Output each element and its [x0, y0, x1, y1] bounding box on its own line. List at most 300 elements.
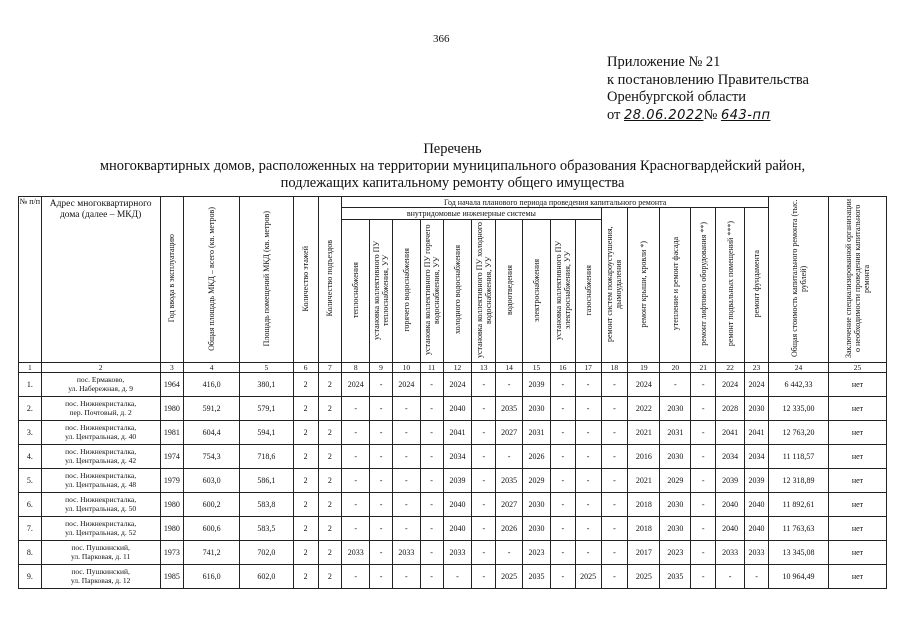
cell-cost: 13 345,08 — [769, 541, 829, 565]
title-line-3: подлежащих капитальному ремонту общего имущества — [280, 175, 625, 191]
appendix-block — [607, 54, 809, 124]
cell-hot: - — [392, 493, 420, 517]
cell-gas: - — [575, 373, 601, 397]
header-year: Год ввода в эксплуатацию — [160, 197, 184, 363]
page-number: 366 — [433, 33, 450, 45]
address-line-2: ул. Центральная, д. 48 — [65, 479, 137, 489]
cell-gas: - — [575, 421, 601, 445]
column-number-12: 12 — [443, 363, 472, 373]
cell-n: 3. — [19, 421, 42, 445]
cell-elec: 2030 — [523, 493, 551, 517]
header-hot-water-meter: установка коллективного ПУ горячего водоснабжения, УУ — [420, 220, 443, 363]
cell-hot-m: - — [420, 373, 443, 397]
cell-heat-m: - — [370, 373, 393, 397]
cell-year: 1985 — [160, 565, 184, 589]
cell-concl: нет — [828, 565, 886, 589]
column-number-11: 11 — [420, 363, 443, 373]
cell-prem: 380,1 — [240, 373, 294, 397]
cell-drain: 2025 — [496, 565, 523, 589]
cell-year: 1964 — [160, 373, 184, 397]
address-line-1: пос. Ермаково, — [76, 375, 125, 384]
cell-cost: 11 763,63 — [769, 517, 829, 541]
cell-fire: - — [601, 565, 628, 589]
cell-fire: - — [601, 469, 628, 493]
cell-address — [41, 541, 160, 565]
cell-base: 2040 — [716, 493, 745, 517]
cell-ent: 2 — [318, 517, 342, 541]
cell-year: 1974 — [160, 445, 184, 469]
column-number-23: 23 — [745, 363, 769, 373]
cell-drain: 2035 — [496, 397, 523, 421]
cell-cost: 6 442,33 — [769, 373, 829, 397]
address-line-2: ул. Парковая, д. 11 — [71, 551, 131, 561]
cell-cold: 2041 — [443, 421, 472, 445]
cell-concl: нет — [828, 517, 886, 541]
cell-floors: 2 — [293, 373, 318, 397]
cell-gas: - — [575, 493, 601, 517]
header-group-main: Год начала планового периода проведения капитального ремонта — [342, 197, 769, 208]
appendix-line-1: Приложение № 21 — [607, 54, 721, 70]
cell-hot: 2024 — [392, 373, 420, 397]
cell-heat: - — [342, 517, 370, 541]
cell-facade: 2030 — [660, 397, 691, 421]
address-line-2: ул. Центральная, д. 50 — [65, 503, 137, 513]
cell-gas: 2025 — [575, 565, 601, 589]
cell-cost: 11 892,61 — [769, 493, 829, 517]
column-number-16: 16 — [550, 363, 575, 373]
header-elevator: ремонт лифтового оборудования **) — [691, 208, 716, 363]
cell-facade: 2031 — [660, 421, 691, 445]
column-number-9: 9 — [370, 363, 393, 373]
cell-drain: - — [496, 541, 523, 565]
cell-cold-m: - — [472, 469, 496, 493]
cell-prem: 718,6 — [240, 445, 294, 469]
cell-heat: - — [342, 397, 370, 421]
header-total-cost: Общая стоимость капитального ремонта (тыс. рублей) — [769, 197, 829, 363]
cell-cold: 2040 — [443, 397, 472, 421]
cell-roof: 2025 — [628, 565, 660, 589]
decree-number: 643-пп — [720, 107, 771, 123]
header-electricity-meter: установка коллективного ПУ электроснабжения, УУ — [550, 220, 575, 363]
header-premises-area: Площадь помещений МКД (кв. метров) — [240, 197, 294, 363]
address-line-2: ул. Центральная, д. 52 — [65, 527, 137, 537]
header-heat: теплоснабжения — [342, 220, 370, 363]
cell-roof: 2018 — [628, 493, 660, 517]
column-number-4: 4 — [184, 363, 240, 373]
cell-hot: - — [392, 565, 420, 589]
cell-elec-m: - — [550, 541, 575, 565]
column-number-13: 13 — [472, 363, 496, 373]
cell-heat-m: - — [370, 517, 393, 541]
cell-elec: 2030 — [523, 397, 551, 421]
cell-gas: - — [575, 541, 601, 565]
cell-cost: 12 318,89 — [769, 469, 829, 493]
cell-heat-m: - — [370, 421, 393, 445]
cell-facade: 2023 — [660, 541, 691, 565]
cell-floors: 2 — [293, 469, 318, 493]
address-line-2: ул. Центральная, д. 40 — [65, 431, 137, 441]
cell-gas: - — [575, 397, 601, 421]
cell-total: 741,2 — [184, 541, 240, 565]
header-heat-meter: установка коллективного ПУ теплоснабжения, УУ — [370, 220, 393, 363]
cell-heat: - — [342, 445, 370, 469]
column-number-18: 18 — [601, 363, 628, 373]
column-number-20: 20 — [660, 363, 691, 373]
column-number-24: 24 — [769, 363, 829, 373]
cell-gas: - — [575, 517, 601, 541]
table-row — [19, 565, 887, 589]
header-electricity: электроснабжения — [523, 220, 551, 363]
cell-n: 4. — [19, 445, 42, 469]
cell-found: 2024 — [745, 373, 769, 397]
header-roof: ремонт крыши, кровли *) — [628, 208, 660, 363]
cell-prem: 586,1 — [240, 469, 294, 493]
cell-elec-m: - — [550, 517, 575, 541]
cell-facade: 2029 — [660, 469, 691, 493]
cell-gas: - — [575, 469, 601, 493]
header-total-area: Общая площадь МКД – всего (кв. метров) — [184, 197, 240, 363]
buildings-table — [18, 196, 887, 589]
number-label: № — [703, 106, 718, 123]
appendix-date-line — [607, 107, 809, 125]
column-number-8: 8 — [342, 363, 370, 373]
address-line-1: пос. Пушкинский, — [71, 567, 130, 576]
cell-prem: 594,1 — [240, 421, 294, 445]
header-basement: ремонт подвальных помещений ***) — [716, 208, 745, 363]
cell-year: 1980 — [160, 517, 184, 541]
cell-fire: - — [601, 445, 628, 469]
cell-elec-m: - — [550, 445, 575, 469]
header-facade: утепление и ремонт фасада — [660, 208, 691, 363]
cell-address — [41, 421, 160, 445]
cell-ent: 2 — [318, 469, 342, 493]
cell-hot: - — [392, 469, 420, 493]
cell-elec: 2035 — [523, 565, 551, 589]
cell-address — [41, 397, 160, 421]
cell-hot-m: - — [420, 445, 443, 469]
column-number-17: 17 — [575, 363, 601, 373]
cell-facade: 2030 — [660, 517, 691, 541]
cell-cold: 2040 — [443, 517, 472, 541]
cell-cold-m: - — [472, 397, 496, 421]
column-number-2: 2 — [41, 363, 160, 373]
cell-hot-m: - — [420, 517, 443, 541]
cell-hot-m: - — [420, 493, 443, 517]
cell-roof: 2021 — [628, 469, 660, 493]
cell-year: 1980 — [160, 493, 184, 517]
cell-found: 2040 — [745, 493, 769, 517]
cell-cold: 2024 — [443, 373, 472, 397]
cell-heat-m: - — [370, 493, 393, 517]
cell-facade: 2030 — [660, 493, 691, 517]
cell-roof: 2016 — [628, 445, 660, 469]
cell-heat-m: - — [370, 397, 393, 421]
cell-found: - — [745, 565, 769, 589]
cell-cold: 2040 — [443, 493, 472, 517]
cell-base: 2039 — [716, 469, 745, 493]
header-hot-water: горячего водоснабжения — [392, 220, 420, 363]
cell-n: 9. — [19, 565, 42, 589]
cell-cold-m: - — [472, 541, 496, 565]
header-conclusion: Заключение специализированной организации о необходимости проведения капитального ремонта — [828, 197, 886, 363]
cell-address — [41, 565, 160, 589]
address-line-1: пос. Нижнекристалка, — [65, 447, 137, 456]
cell-cost: 12 335,00 — [769, 397, 829, 421]
cell-address — [41, 373, 160, 397]
decree-date: 28.06.2022 — [624, 107, 704, 123]
cell-drain: 2026 — [496, 517, 523, 541]
cell-hot: - — [392, 445, 420, 469]
table-row — [19, 373, 887, 397]
table-row — [19, 397, 887, 421]
column-number-1: 1 — [19, 363, 42, 373]
cell-facade: 2030 — [660, 445, 691, 469]
cell-total: 600,6 — [184, 517, 240, 541]
cell-fire: - — [601, 421, 628, 445]
address-line-1: пос. Нижнекристалка, — [65, 423, 137, 432]
cell-total: 616,0 — [184, 565, 240, 589]
cell-elec-m: - — [550, 421, 575, 445]
header-cold-water: холодного водоснабжения — [443, 220, 472, 363]
cell-found: 2030 — [745, 397, 769, 421]
header-address: Адрес многоквартирного дома (далее – МКД) — [41, 197, 160, 363]
cell-floors: 2 — [293, 493, 318, 517]
cell-prem: 602,0 — [240, 565, 294, 589]
cell-heat: 2024 — [342, 373, 370, 397]
cell-facade: - — [660, 373, 691, 397]
cell-prem: 702,0 — [240, 541, 294, 565]
cell-cold: 2034 — [443, 445, 472, 469]
cell-elec-m: - — [550, 397, 575, 421]
cell-elev: - — [691, 469, 716, 493]
cell-drain: 2027 — [496, 493, 523, 517]
cell-floors: 2 — [293, 421, 318, 445]
cell-elec: 2023 — [523, 541, 551, 565]
cell-found: 2040 — [745, 517, 769, 541]
cell-elec-m: - — [550, 469, 575, 493]
cell-heat-m: - — [370, 565, 393, 589]
cell-hot: - — [392, 397, 420, 421]
table-row — [19, 541, 887, 565]
cell-elec: 2026 — [523, 445, 551, 469]
header-fire-systems: ремонт систем пожароустушения, дымоудаления — [601, 208, 628, 363]
cell-year: 1979 — [160, 469, 184, 493]
cell-heat: - — [342, 469, 370, 493]
cell-cost: 11 118,57 — [769, 445, 829, 469]
cell-base: 2024 — [716, 373, 745, 397]
cell-total: 754,3 — [184, 445, 240, 469]
cell-year: 1980 — [160, 397, 184, 421]
cell-roof: 2018 — [628, 517, 660, 541]
column-number-19: 19 — [628, 363, 660, 373]
cell-floors: 2 — [293, 565, 318, 589]
cell-base: 2040 — [716, 517, 745, 541]
address-line-1: пос. Нижнекристалка, — [65, 519, 137, 528]
title-line-1: Перечень — [423, 141, 482, 157]
cell-elec: 2030 — [523, 517, 551, 541]
cell-elev: - — [691, 421, 716, 445]
column-number-3: 3 — [160, 363, 184, 373]
cell-elev: - — [691, 445, 716, 469]
cell-concl: нет — [828, 373, 886, 397]
header-drainage: водоотведения — [496, 220, 523, 363]
header-cold-water-meter: установка коллективного ПУ холодного водоснабжения, УУ — [472, 220, 496, 363]
cell-cold: - — [443, 565, 472, 589]
cell-n: 7. — [19, 517, 42, 541]
cell-fire: - — [601, 517, 628, 541]
address-line-1: пос. Нижнекристалка, — [65, 399, 137, 408]
cell-facade: 2035 — [660, 565, 691, 589]
cell-heat: - — [342, 565, 370, 589]
cell-cold-m: - — [472, 517, 496, 541]
cell-n: 1. — [19, 373, 42, 397]
cell-heat: - — [342, 421, 370, 445]
cell-cold-m: - — [472, 445, 496, 469]
cell-elev: - — [691, 565, 716, 589]
address-line-2: пер. Почтовый, д. 2 — [69, 407, 132, 417]
cell-drain: - — [496, 373, 523, 397]
cell-total: 604,4 — [184, 421, 240, 445]
cell-address — [41, 493, 160, 517]
header-floors: Количество этажей — [293, 197, 318, 363]
cell-total: 591,2 — [184, 397, 240, 421]
cell-hot-m: - — [420, 397, 443, 421]
title-line-2: многоквартирных домов, расположенных на территории муниципального образования Красногвардейский район, — [99, 158, 806, 174]
cell-drain: 2035 — [496, 469, 523, 493]
cell-total: 600,2 — [184, 493, 240, 517]
address-line-2: ул. Набережная, д. 9 — [68, 383, 134, 393]
cell-gas: - — [575, 445, 601, 469]
table-row — [19, 469, 887, 493]
cell-fire: - — [601, 493, 628, 517]
cell-roof: 2017 — [628, 541, 660, 565]
cell-fire: - — [601, 373, 628, 397]
column-number-6: 6 — [293, 363, 318, 373]
cell-base: 2028 — [716, 397, 745, 421]
cell-cost: 10 964,49 — [769, 565, 829, 589]
cell-prem: 579,1 — [240, 397, 294, 421]
cell-elec: 2039 — [523, 373, 551, 397]
cell-found: 2039 — [745, 469, 769, 493]
cell-address — [41, 469, 160, 493]
cell-fire: - — [601, 397, 628, 421]
table-row — [19, 421, 887, 445]
cell-floors: 2 — [293, 397, 318, 421]
column-number-25: 25 — [828, 363, 886, 373]
cell-prem: 583,5 — [240, 517, 294, 541]
appendix-line-3: Оренбургской области — [607, 89, 747, 105]
cell-n: 2. — [19, 397, 42, 421]
cell-address — [41, 445, 160, 469]
cell-ent: 2 — [318, 541, 342, 565]
from-label: от — [607, 106, 621, 123]
address-line-2: ул. Центральная, д. 42 — [65, 455, 137, 465]
table-row — [19, 445, 887, 469]
cell-found: 2033 — [745, 541, 769, 565]
cell-heat: 2033 — [342, 541, 370, 565]
cell-floors: 2 — [293, 541, 318, 565]
cell-elev: - — [691, 397, 716, 421]
cell-base: 2034 — [716, 445, 745, 469]
cell-cold: 2039 — [443, 469, 472, 493]
cell-concl: нет — [828, 469, 886, 493]
cell-hot-m: - — [420, 565, 443, 589]
cell-cold-m: - — [472, 493, 496, 517]
cell-concl: нет — [828, 541, 886, 565]
cell-n: 6. — [19, 493, 42, 517]
cell-hot-m: - — [420, 541, 443, 565]
cell-elec: 2031 — [523, 421, 551, 445]
column-number-5: 5 — [240, 363, 294, 373]
header-gas: газоснабжения — [575, 220, 601, 363]
cell-base: - — [716, 565, 745, 589]
cell-concl: нет — [828, 493, 886, 517]
cell-total: 603,0 — [184, 469, 240, 493]
cell-found: 2034 — [745, 445, 769, 469]
cell-floors: 2 — [293, 517, 318, 541]
cell-hot: 2033 — [392, 541, 420, 565]
cell-ent: 2 — [318, 397, 342, 421]
cell-year: 1981 — [160, 421, 184, 445]
cell-base: 2041 — [716, 421, 745, 445]
cell-elec-m: - — [550, 373, 575, 397]
cell-ent: 2 — [318, 421, 342, 445]
cell-found: 2041 — [745, 421, 769, 445]
column-number-15: 15 — [523, 363, 551, 373]
header-entrances: Количество подъездов — [318, 197, 342, 363]
column-number-21: 21 — [691, 363, 716, 373]
cell-concl: нет — [828, 445, 886, 469]
cell-heat-m: - — [370, 445, 393, 469]
cell-heat: - — [342, 493, 370, 517]
cell-ent: 2 — [318, 373, 342, 397]
table-row — [19, 517, 887, 541]
cell-heat-m: - — [370, 541, 393, 565]
cell-address — [41, 517, 160, 541]
cell-roof: 2021 — [628, 421, 660, 445]
cell-roof: 2024 — [628, 373, 660, 397]
cell-hot: - — [392, 421, 420, 445]
cell-elec-m: - — [550, 565, 575, 589]
cell-elev: - — [691, 493, 716, 517]
cell-drain: 2027 — [496, 421, 523, 445]
cell-base: 2033 — [716, 541, 745, 565]
column-number-7: 7 — [318, 363, 342, 373]
cell-cost: 12 763,20 — [769, 421, 829, 445]
cell-ent: 2 — [318, 445, 342, 469]
header-num: № п/п — [19, 197, 42, 363]
column-number-10: 10 — [392, 363, 420, 373]
cell-ent: 2 — [318, 493, 342, 517]
cell-n: 8. — [19, 541, 42, 565]
column-number-22: 22 — [716, 363, 745, 373]
cell-elec: 2029 — [523, 469, 551, 493]
cell-cold-m: - — [472, 373, 496, 397]
address-line-2: ул. Парковая, д. 12 — [70, 575, 131, 585]
cell-concl: нет — [828, 421, 886, 445]
cell-hot-m: - — [420, 421, 443, 445]
cell-cold: 2033 — [443, 541, 472, 565]
cell-year: 1973 — [160, 541, 184, 565]
cell-roof: 2022 — [628, 397, 660, 421]
address-line-1: пос. Нижнекристалка, — [65, 471, 137, 480]
cell-drain: - — [496, 445, 523, 469]
cell-total: 416,0 — [184, 373, 240, 397]
document-title — [0, 141, 905, 192]
cell-floors: 2 — [293, 445, 318, 469]
header-group-systems: внутридомовые инженерные системы — [342, 208, 601, 220]
cell-elec-m: - — [550, 493, 575, 517]
